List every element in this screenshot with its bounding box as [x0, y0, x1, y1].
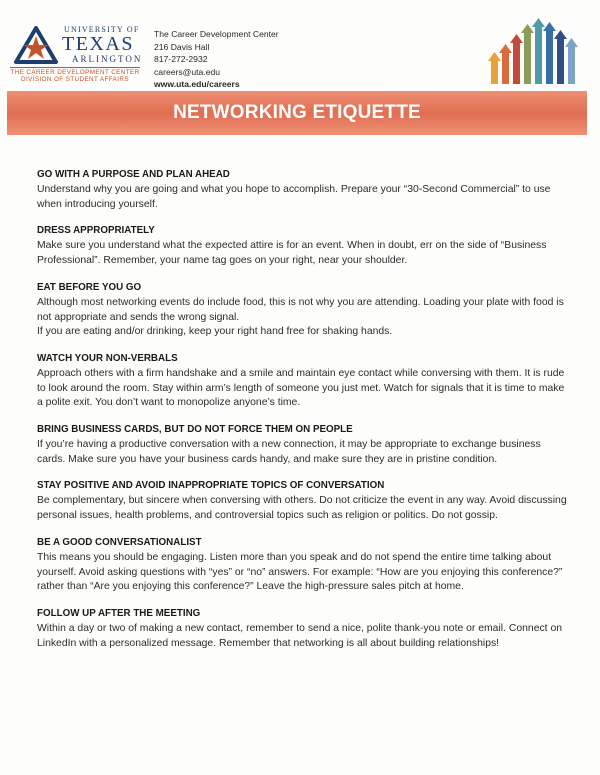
- contact-email[interactable]: careers@uta.edu: [154, 66, 221, 77]
- rising-arrows-icon: [488, 14, 580, 84]
- section-conversationalist: [37, 536, 567, 595]
- logo-university-text: UNIVERSITY OF: [64, 25, 140, 34]
- section-heading: BE A GOOD CONVERSATIONALIST: [37, 536, 202, 548]
- contact-website[interactable]: www.uta.edu/careers: [154, 79, 240, 90]
- section-heading: WATCH YOUR NON-VERBALS: [37, 352, 178, 364]
- logo-texas-text: TEXAS: [62, 33, 134, 55]
- section-heading: BRING BUSINESS CARDS, BUT DO NOT FORCE THEM ON PEOPLE: [37, 424, 353, 436]
- etiquette-sections: [37, 168, 567, 663]
- section-nonverbals: [37, 352, 567, 411]
- section-heading: FOLLOW UP AFTER THE MEETING: [37, 607, 201, 619]
- star-logo-icon: [12, 24, 60, 68]
- section-follow-up: [37, 607, 567, 651]
- section-heading: GO WITH A PURPOSE AND PLAN AHEAD: [37, 169, 230, 180]
- contact-name: The Career Development Center: [154, 29, 279, 39]
- logo-arlington-text: ARLINGTON: [72, 54, 143, 64]
- section-body: Understand why you are going and what you hope to accomplish. Prepare your “30-Second Commercial” to use when introducing yourself.: [37, 184, 551, 210]
- section-eat: [37, 281, 567, 340]
- section-heading: EAT BEFORE YOU GO: [37, 281, 142, 293]
- section-body: Make sure you understand what the expected attire is for an event. When in doubt, err on the side of “Business Professional”. Remember, your name tag goes on your right, near your shoulder.: [37, 240, 547, 267]
- section-heading: STAY POSITIVE AND AVOID INAPPROPRIATE TOPICS OF CONVERSATION: [37, 480, 385, 492]
- section-stay-positive: [37, 479, 567, 523]
- section-body: If you’re having a productive conversation with a new connection, it may be appropriate to exchange business cards. Make sure you have your business cards handy, and make sure they are in pristine condition.: [37, 439, 541, 465]
- contact-phone: 817-272-2932: [154, 54, 208, 65]
- contact-address: 216 Davis Hall: [154, 41, 210, 52]
- logo-department-text: THE CAREER DEVELOPMENT CENTER: [10, 69, 140, 76]
- title-banner: [7, 91, 587, 135]
- section-body: Approach others with a firm handshake and a smile and maintain eye contact while conversing with them. It is rude to look around the room. Stay within arm’s length of someone you just met. Watch for signals that it is time to make a polite exit. You don’t want to monopolize anyone’s time.: [37, 367, 565, 409]
- section-body: This means you should be engaging. Listen more than you speak and do not spend the entire time talking about yourself. Avoid asking questions with “yes” or “no” answers. For example: “How are you enjoying this conference?” rather than “Are you enjoying this conference?” Leave the high-pressure sales pitch at home.: [37, 551, 563, 593]
- section-body-extra: If you are eating and/or drinking, keep your right hand free for shaking hands.: [37, 326, 393, 338]
- logo-division-text: DIVISION OF STUDENT AFFAIRS: [21, 76, 129, 83]
- uta-logo: [10, 22, 142, 88]
- section-body: Be complementary, but sincere when conversing with others. Do not criticize the event in any way. Avoid discussing personal issues, health problems, and controversial topics such as religion or politics. Do not gossip.: [37, 495, 567, 522]
- section-body: Within a day or two of making a new contact, remember to send a nice, polite thank-you note or email. Connect on LinkedIn with a personalized message. Remember that networking is all about building relationships!: [37, 622, 563, 649]
- section-body: Although most networking events do include food, this is not why you are attending. Loading your plate with food is not appropriate and sends the wrong signal.: [37, 296, 564, 323]
- contact-info: [154, 28, 279, 91]
- section-heading: DRESS APPROPRIATELY: [37, 225, 155, 237]
- section-dress: [37, 224, 567, 268]
- section-business-cards: [37, 423, 567, 467]
- page-title: NETWORKING ETIQUETTE: [173, 102, 421, 123]
- section-purpose: [37, 168, 567, 212]
